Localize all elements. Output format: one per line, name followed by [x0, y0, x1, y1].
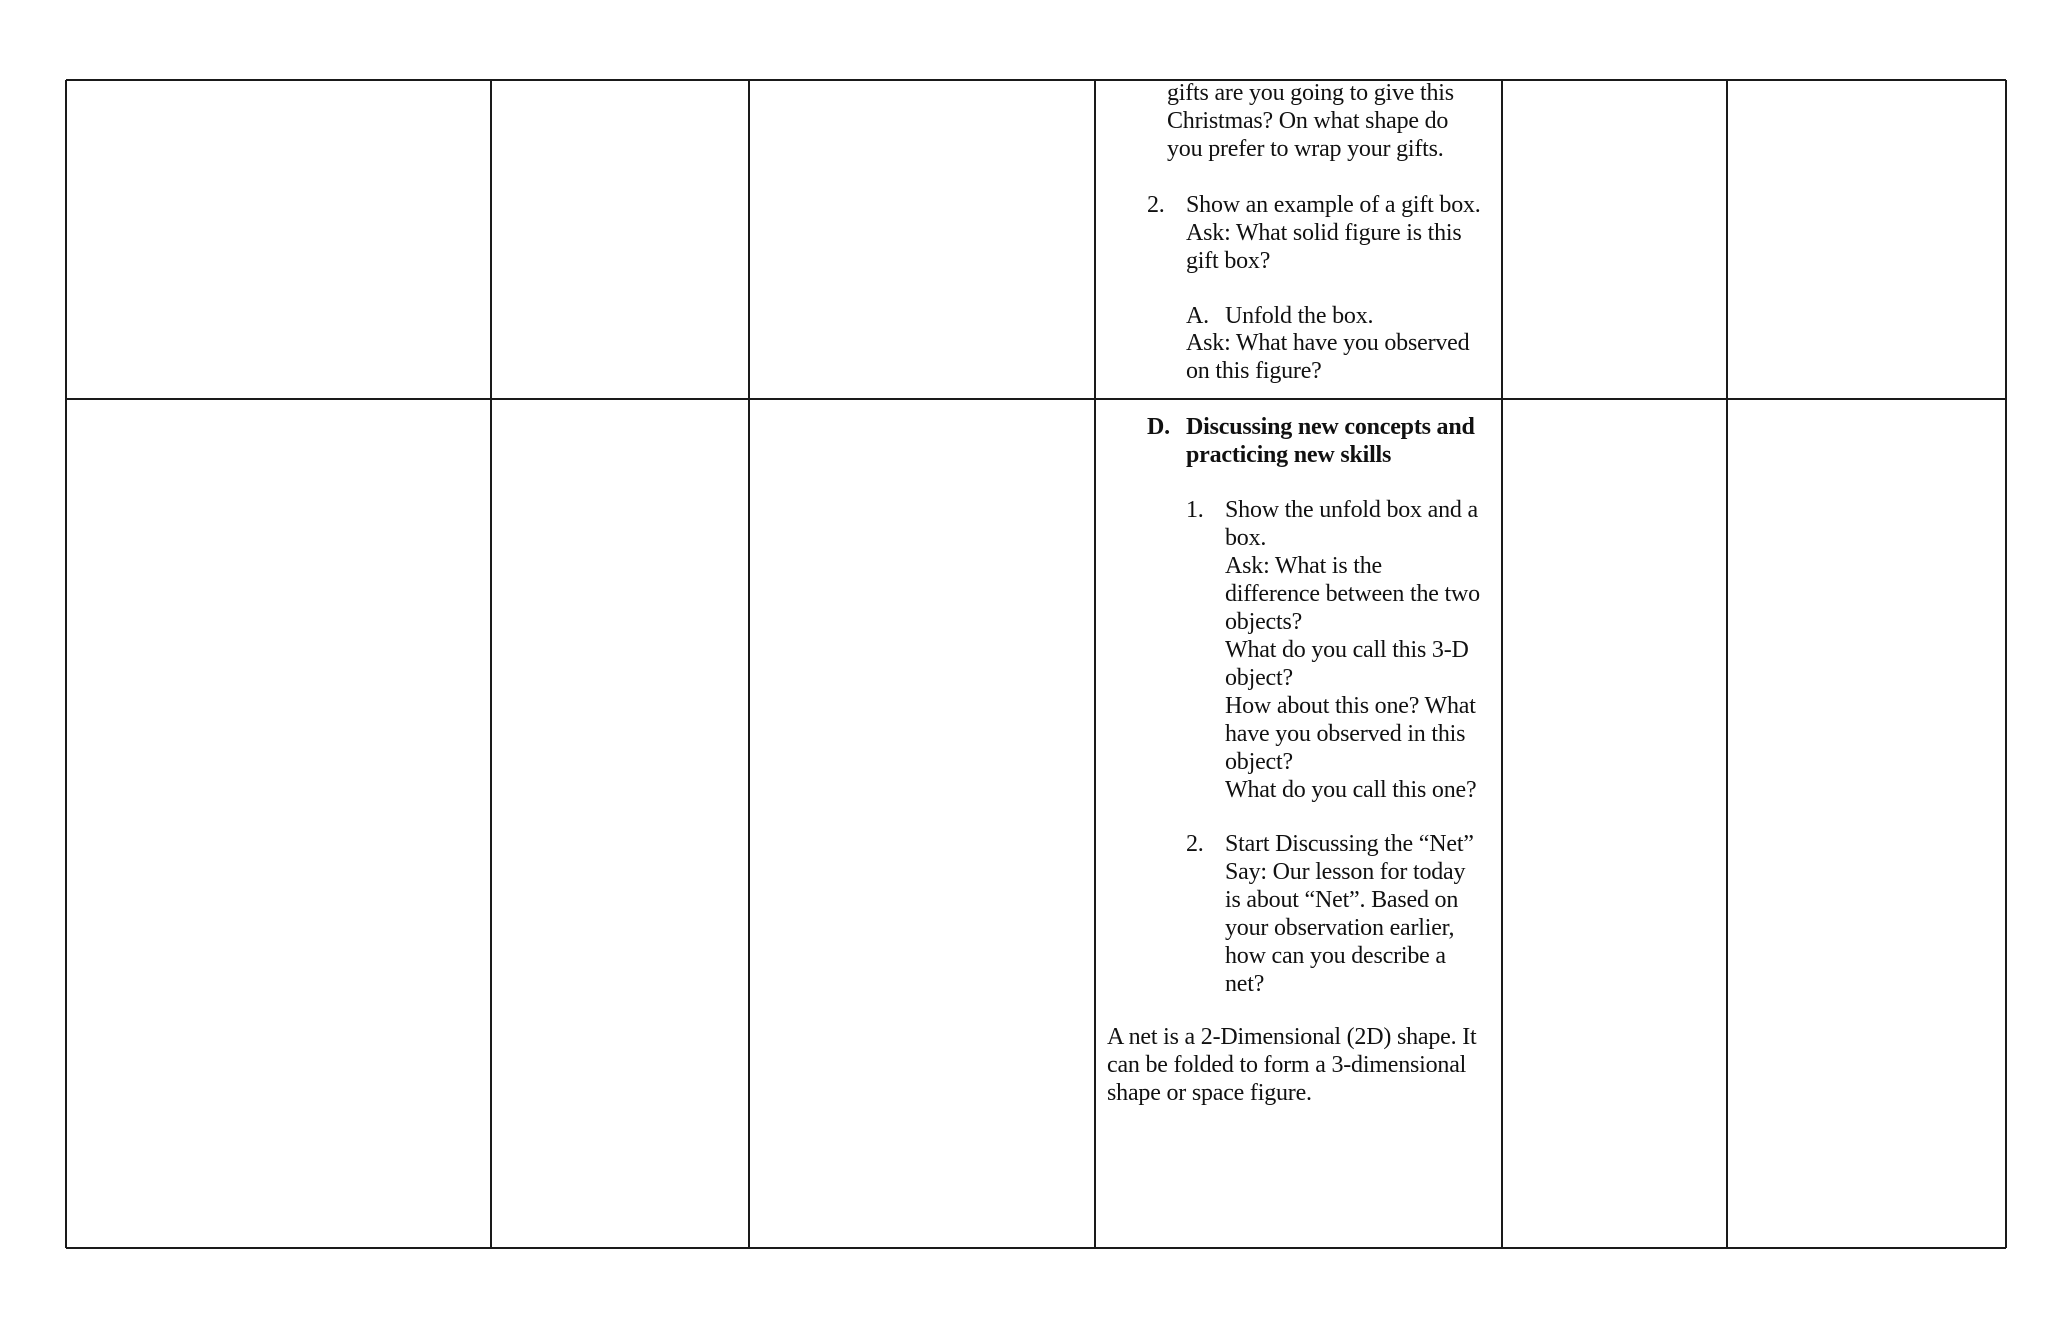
item-line: net?: [1225, 971, 1265, 997]
section-title-line: practicing new skills: [1186, 442, 1392, 468]
item-first-line: Unfold the box.: [1225, 303, 1374, 329]
item-line: your observation earlier,: [1225, 915, 1455, 941]
item-line: Start Discussing the “Net”: [1225, 831, 1474, 857]
list-marker: A.: [1186, 303, 1209, 329]
row1-cell-6: [1729, 82, 2004, 397]
item-line: Say: Our lesson for today: [1225, 859, 1466, 885]
row2-activity-cell: [1097, 401, 1500, 1246]
definition-line: can be folded to form a 3-dimensional: [1107, 1052, 1467, 1078]
row2-cell-6: [1729, 401, 2004, 1246]
list-marker: 1.: [1186, 497, 1204, 523]
row2-cell-1: [68, 401, 489, 1246]
intro-text: [1167, 79, 1454, 163]
item-line: Show the unfold box and a: [1225, 497, 1478, 523]
net-definition: [1107, 1023, 1476, 1107]
item-line: How about this one? What: [1225, 693, 1476, 719]
list-marker: 2.: [1186, 831, 1204, 857]
row1-cell-5: [1504, 82, 1725, 397]
item-line: Ask: What is the: [1225, 553, 1383, 579]
section-marker: D.: [1147, 414, 1170, 440]
item-line: What do you call this one?: [1225, 777, 1477, 803]
item-line: Show an example of a gift box.: [1186, 192, 1481, 218]
item-line: object?: [1225, 665, 1293, 691]
row1-cell-3: [751, 82, 1093, 397]
item-line: gift box?: [1186, 248, 1271, 274]
intro-line: you prefer to wrap your gifts.: [1167, 136, 1444, 162]
row2-cell-3: [751, 401, 1093, 1246]
item-line: have you observed in this: [1225, 721, 1466, 747]
intro-line: Christmas? On what shape do: [1167, 108, 1449, 134]
item-line: how can you describe a: [1225, 943, 1446, 969]
item-line: on this figure?: [1186, 358, 1322, 384]
item-line: box.: [1225, 525, 1267, 551]
section-title-line: Discussing new concepts and: [1186, 414, 1475, 440]
definition-line: shape or space figure.: [1107, 1080, 1312, 1106]
intro-line: gifts are you going to give this: [1167, 80, 1454, 106]
row1-activity-cell: [1097, 79, 1500, 397]
item-line: is about “Net”. Based on: [1225, 887, 1459, 913]
row2-cell-2: [493, 401, 747, 1246]
item-line: objects?: [1225, 609, 1303, 635]
item-line: difference between the two: [1225, 581, 1480, 607]
row1-cell-2: [493, 82, 747, 397]
item-line: What do you call this 3-D: [1225, 637, 1469, 663]
row2-cell-5: [1504, 401, 1725, 1246]
item-line: object?: [1225, 749, 1293, 775]
item-line: Ask: What have you observed: [1186, 330, 1470, 356]
definition-line: A net is a 2-Dimensional (2D) shape. It: [1107, 1024, 1477, 1050]
item-line: Ask: What solid figure is this: [1186, 220, 1462, 246]
list-marker: 2.: [1147, 192, 1165, 218]
row1-cell-1: [68, 82, 489, 397]
